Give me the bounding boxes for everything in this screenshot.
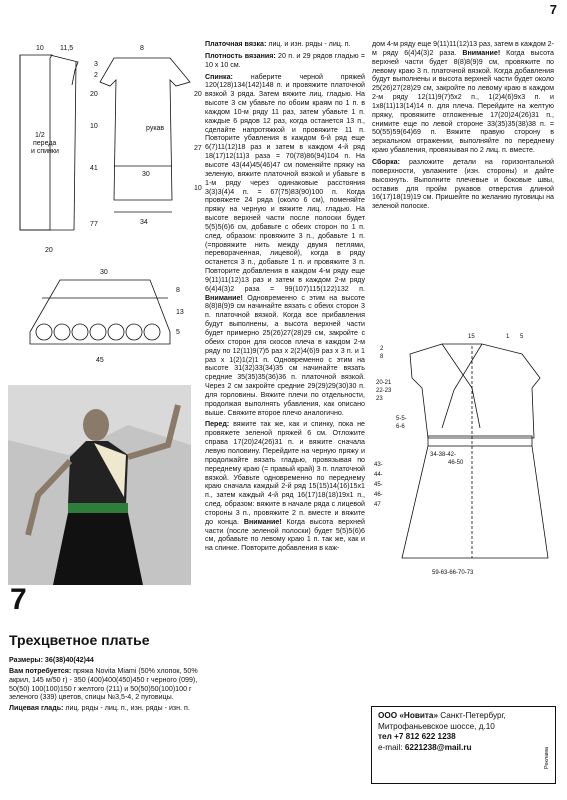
dress-h22: 22-23 bbox=[376, 388, 392, 394]
front-text-2: Когда высота верхней части (после зеленой полоски) будет 5(5)5(6)6 см, добавьте по левому краю 1 п. так же, как и на спинке. Повторите добавления в каж- bbox=[205, 517, 365, 553]
dim-41: 41 bbox=[90, 165, 98, 172]
attention-1: Внимание! bbox=[205, 293, 243, 302]
col3-text-1b: Когда высота верхней части будет 8(8)8(9)9 см, провяжите по левому краю 3 п. платочной вязкой. Когда добавления будут выполнены и высота верхней части будет около 25(26)27(28)29 см, закройте по левому краю в каждом 2-м ряду 12(11)9(7)5х2 п., 1(2)4(6)9х3 п. и 1х8(11)13(14)14 п. для плеча. Перейдите на желтую пряжу, провяжите отложенные 17(20)24(26)31 п., снимите еще по левой стороне 33(35)35(38)38 п. = 50(55)59(64)69 п. Вяжите правую сторону в зеркальном отражении, выполняйте по переднему краю убавления, провязывая по 2 лиц. п. вместе. bbox=[372, 48, 554, 155]
email-prefix: e-mail: bbox=[378, 742, 405, 752]
materials-text: пряжа Novita Miami (50% хлопок, 50% акрил, 145 м/50 г) - 350 (400)400(450)450 г черного (099), 50(50) 100(100)150 г желтого (211) и 50(50)50(100)100 г зеленого (339) цветов, спицы №3,5-4, 2 пуговицы. bbox=[9, 666, 198, 702]
materials-block bbox=[9, 656, 199, 715]
dress-h20: 20-21 bbox=[376, 380, 392, 386]
sleeve-dim-20: 20 bbox=[194, 91, 202, 98]
stockinette-label: Лицевая гладь: bbox=[9, 704, 64, 713]
skirt-top-dim: 30 bbox=[100, 269, 108, 276]
skirt-dim-5: 5 bbox=[176, 329, 180, 336]
attention-2: Внимание! bbox=[243, 517, 282, 526]
skirt-bottom-dim: 45 bbox=[96, 357, 104, 364]
garter-text: лиц. и изн. ряды - лиц. п. bbox=[266, 40, 351, 48]
schematic-body-and-sleeve bbox=[0, 30, 204, 270]
back-text: наберите черной пряжей 120(128)134(142)148 п. и провяжите платочной вязкой 3 ряда. Затем вяжите лиц. гладью. На высоте 3 см убавьте по обоим краям по 1 п. в каждом 10-м ряду 11 раз, затем убавьте 1 п. каждые 6 рядов 12 раз, когда останется 13 п., сделайте напротяжкой и провяжите 11 п. Повторите убавления в каждом 6-й ряд еще 6(7)11(12)18 раз и затем в каждом 4-й ряд 18(17)12(11)3 раза = 70(78)86(94)104 п. На высоте 43(44)45(46)47 см поменяйте пряжу на зеленую, вяжите платочной вязкой и убавьте в 1-м ряду через одинаковые расстояния 3(3)3(4)4 п. = 67(75)83(90)100 п. Когда провяжете 24 ряда (около 6 см), поменяйте пряжу на черную и вяжите лиц. гладью. На высоте верхней части после полоски будет 5(5)5(6)6 см, добавьте с обеих сторон по 1 п. след. образом: провяжите 3 п., добавьте 1 п. (=провяжите нить между двумя петлями, перевораченная, лицевой), когда в ряду останется 3 п., добавьте 1 п. и провяжите 3 п. Повторите добавления в каждом 4-м ряду еще 9(11)11(12)13 раз и затем в каждом 2-м ряду 6(4)4(3)2 раза = 99(107)115(122)132 п. bbox=[205, 72, 365, 293]
model-photo bbox=[8, 385, 191, 585]
dim-10: 10 bbox=[36, 45, 44, 52]
dress-h46: 46- bbox=[374, 492, 383, 498]
dress-h44: 44- bbox=[374, 472, 383, 478]
dress-top-1: 1 bbox=[506, 334, 510, 340]
dress-h8: 8 bbox=[380, 354, 384, 360]
dress-top-15: 15 bbox=[468, 334, 475, 340]
sleeve-dim-7: 7 bbox=[94, 221, 98, 228]
dress-h5: 5-5- bbox=[396, 416, 407, 422]
col3-text-1: дом 4-м ряду еще 9(11)11(12)13 раз, затем в каждом 2-м ряду 6(4)4(3)2 раза. bbox=[372, 40, 554, 57]
company-email[interactable]: 6221238@mail.ru bbox=[404, 742, 472, 752]
sleeve-dim-34: 34 bbox=[140, 219, 148, 226]
dress-h47: 47 bbox=[374, 502, 381, 508]
company-info-box bbox=[371, 706, 556, 784]
attention-3: Внимание! bbox=[462, 48, 501, 57]
dress-h23: 23 bbox=[376, 396, 383, 402]
back-text-2: Одновременно с этим на высоте 8(8)8(9)9 см начинайте вязать с обеих сторон 3 п. платочной вязкой. Когда все прибавления будут выполнены, а высота верхней части будет примерно 25(26)27(28)29 см, закройте с обеих сторон для скосов плеча в каждом 2-м ряду по 12(11)9(7)5 раз х 2(2)4(6)9 раз х 3 п. и 1 раз х 1(2)1(2)1 п. Одновременно с этим на высоте 31(32)33(34)35 см начинайте вязать средние 35(35)35(36)36 п. платочной вязкой. Через 2 см закройте средние 29(29)29(30)30 п. для горловины. Вяжите плечи по отдельности, продолжая выполнять убавления, как описано выше. Свяжите второе плечо аналогично. bbox=[205, 293, 365, 417]
dress-h6: 6-6 bbox=[396, 424, 405, 430]
stockinette-text: лиц. ряды - лиц. п., изн. ряды - изн. п. bbox=[63, 704, 190, 713]
instructions-column-3 bbox=[372, 40, 554, 211]
instructions-column-2 bbox=[205, 40, 365, 553]
dim-10b: 10 bbox=[90, 123, 98, 130]
assembly-text: разложите детали на горизонтальной поверхности, увлажните (изн. стороны) и дайте высохнуть. Выполните плечевые и боковые швы, оставив для пройм рукавов отверстия длиной 16(17)18(19)19 см. Пришейте по желанию пуговицы на зеленой полоске. bbox=[372, 157, 554, 211]
skirt-dim-8: 8 bbox=[176, 287, 180, 294]
sleeve-dim-30: 30 bbox=[142, 171, 150, 178]
advert-label: Реклама bbox=[543, 746, 550, 769]
dress-bottom: 59-63-66-70-73 bbox=[432, 570, 474, 576]
dress-top-5: 5 bbox=[520, 334, 524, 340]
company-city: Санкт-Петербург, bbox=[438, 711, 506, 720]
company-address: Митрофаньевское шоссе, д.10 bbox=[378, 721, 495, 731]
sleeve-dim-3: 3 bbox=[94, 61, 98, 68]
gauge-label: Плотность вязания: bbox=[205, 51, 276, 60]
schematic-dress bbox=[372, 328, 557, 708]
sleeve-dim-2: 2 bbox=[94, 72, 98, 79]
sleeve-label: рукав bbox=[146, 125, 165, 132]
materials-label: Вам потребуется: bbox=[9, 666, 72, 675]
page-number: 7 bbox=[549, 2, 557, 17]
dim-20: 20 bbox=[90, 91, 98, 98]
skirt-dim-13: 13 bbox=[176, 309, 184, 316]
dress-waist-2: 46-50 bbox=[448, 460, 464, 466]
sleeve-dim-10: 10 bbox=[194, 185, 202, 192]
sizes-line: Размеры: 36(38)40(42)44 bbox=[9, 656, 94, 664]
company-name: ООО «Новита» bbox=[378, 711, 439, 720]
front-text: вяжите так же, как и спинку, пока не провяжете зеленой пряжей 6 см. Отложите справа 17(20)24(26)31 п. и вяжите сначала левую половину. Перейдите на черную пряжу и продолжайте вязать гладью, провязывая по переднему краю (= правый край) 3 п. платочной вязкой. Убавьте одновременно по переднему краю сначала каждый 2-й ряд 15(15)14(16)15х1 п., затем каждый 4-й ряд 16(17)18(18)19х1 п., след. образом: вяжите в начале ряда с лицевой стороны 3 п., провяжите 2 п. вместе и вяжите до конца. bbox=[205, 420, 365, 526]
dim-11-5: 11,5 bbox=[60, 45, 74, 52]
front-label: Перед: bbox=[205, 420, 230, 429]
half-label-3: и спинки bbox=[31, 148, 59, 155]
schematic-skirt-with-circles bbox=[20, 262, 190, 384]
dress-h2: 2 bbox=[380, 346, 384, 352]
company-phone: тел +7 812 622 1238 bbox=[378, 732, 456, 741]
dress-h45: 45- bbox=[374, 482, 383, 488]
gauge-text: 20 п. и 29 рядов гладью = 10 х 10 см. bbox=[205, 51, 365, 69]
back-label: Спинка: bbox=[205, 72, 233, 81]
dim-7: 7 bbox=[90, 221, 94, 228]
dim-20-bottom: 20 bbox=[45, 247, 53, 254]
half-label-2: переда bbox=[33, 140, 57, 147]
garter-label: Платочная вязка: bbox=[205, 40, 267, 48]
pattern-number: 7 bbox=[10, 583, 27, 616]
sleeve-dim-27: 27 bbox=[194, 145, 202, 152]
pattern-title: Трехцветное платье bbox=[9, 632, 150, 648]
half-label-1: 1/2 bbox=[35, 132, 45, 139]
dress-waist: 34-38-42- bbox=[430, 452, 457, 458]
sleeve-dim-8: 8 bbox=[140, 45, 144, 52]
dress-h43: 43- bbox=[374, 462, 383, 468]
assembly-label: Сборка: bbox=[372, 157, 400, 166]
